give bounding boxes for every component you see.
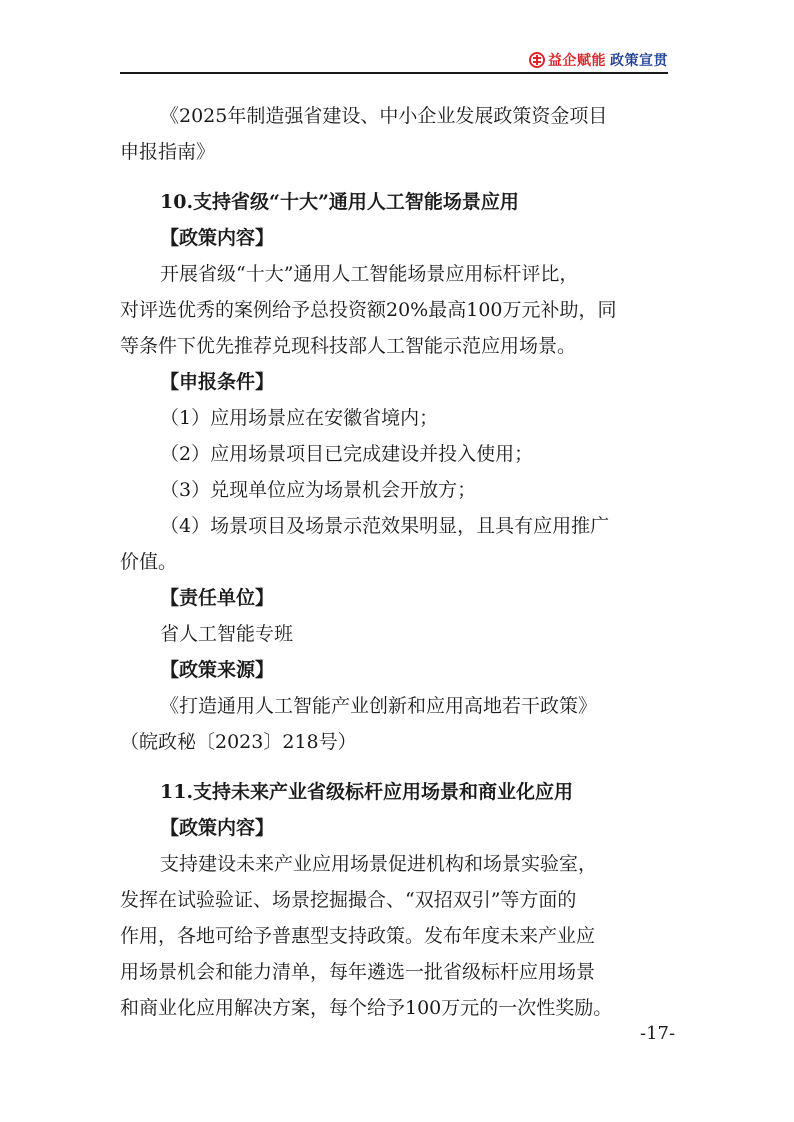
section-10-policy-line: 对评选优秀的案例给予总投资额20%最高100万元补助，同 — [120, 299, 617, 321]
brand — [529, 50, 668, 70]
document-body — [120, 98, 676, 1026]
section-11-policy-line: 发挥在试验验证、场景挖掘撮合、“双招双引”等方面的 — [120, 889, 577, 911]
section-11-policy-line: 作用，各地可给予普惠型支持政策。发布年度未来产业应 — [120, 925, 596, 947]
policy-source-line: （皖政秘〔2023〕218号） — [120, 731, 357, 753]
condition-item: （1）应用场景应在安徽省境内； — [160, 407, 439, 429]
condition-item: （3）兑现单位应为场景机会开放方； — [160, 479, 477, 501]
section-11-policy-heading: 【政策内容】 — [160, 817, 275, 839]
section-11-policy-line: 和商业化应用解决方案，每个给予100万元的一次性奖励。 — [120, 997, 613, 1019]
header-divider — [120, 72, 668, 74]
page-number: -17- — [640, 1023, 676, 1044]
condition-item: （2）应用场景项目已完成建设并投入使用； — [160, 443, 534, 465]
responsible-unit: 省人工智能专班 — [160, 623, 294, 645]
section-10-source-heading: 【政策来源】 — [160, 659, 275, 681]
company-logo-icon — [529, 52, 545, 68]
section-11-policy-line: 用场景机会和能力清单，每年遴选一批省级标杆应用场景 — [120, 961, 596, 983]
condition-item: （4）场景项目及场景示范效果明显，且具有应用推广 — [160, 515, 610, 537]
section-11-policy-line: 支持建设未来产业应用场景促进机构和场景实验室， — [160, 853, 598, 875]
section-10-conditions-heading: 【申报条件】 — [160, 371, 275, 393]
section-10-title: 10.支持省级“十大”通用人工智能场景应用 — [160, 191, 519, 213]
section-10-responsible-heading: 【责任单位】 — [160, 587, 275, 609]
brand-subtitle: 政策宣贯 — [610, 53, 668, 69]
condition-item-tail: 价值。 — [120, 551, 178, 573]
intro-line-2: 申报指南》 — [120, 141, 216, 163]
section-11-title: 11.支持未来产业省级标杆应用场景和商业化应用 — [160, 781, 574, 803]
page-header — [120, 46, 668, 76]
brand-name: 益企赋能 — [548, 53, 606, 69]
policy-source-line: 《打造通用人工智能产业创新和应用高地若干政策》 — [160, 695, 598, 717]
intro-line-1: 《2025年制造强省建设、中小企业发展政策资金项目 — [160, 105, 608, 127]
section-10-policy-line: 等条件下优先推荐兑现科技部人工智能示范应用场景。 — [120, 335, 577, 357]
section-10-policy-line: 开展省级“十大”通用人工智能场景应用标杆评比， — [160, 263, 579, 285]
section-10-policy-heading: 【政策内容】 — [160, 227, 275, 249]
